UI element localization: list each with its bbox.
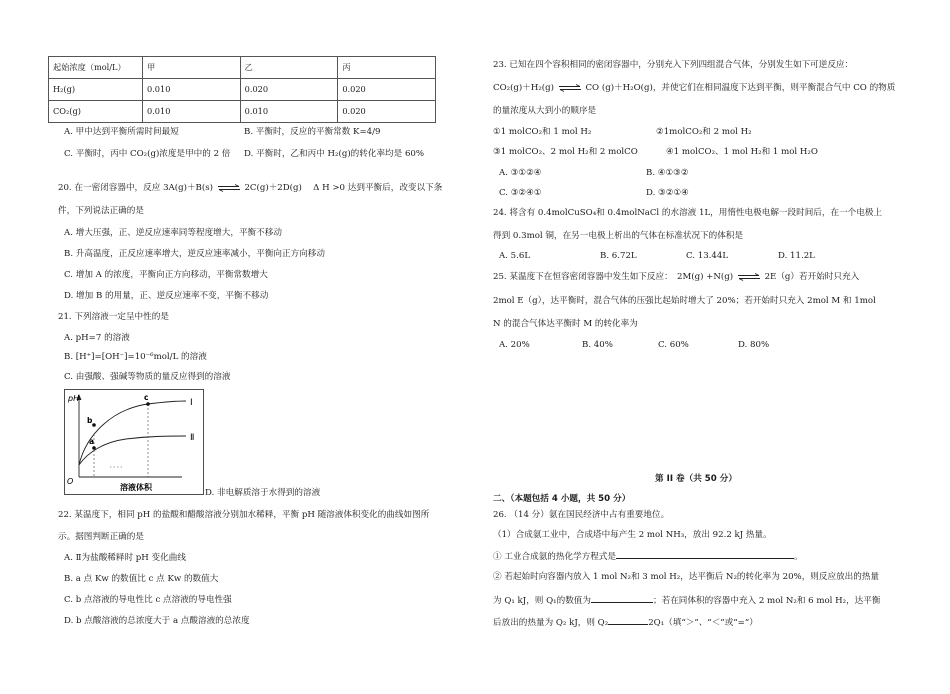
table-cell: 0.020 xyxy=(338,79,436,101)
equilibrium-arrow-icon xyxy=(558,84,582,92)
q20-option-d: D. 增加 B 的用量，正、逆反应速率不变，平衡不移动 xyxy=(64,291,269,301)
q24-option-c: C. 13.44L xyxy=(686,251,729,261)
q25-stem-part1: 25. 某温度下在恒容密闭容器中发生如下反应： 2M(g) +N(g) xyxy=(493,272,734,282)
q23-option-b: B. ④①③② xyxy=(646,168,689,178)
q26-item2-text-b: ；若在同体积的容器中充入 2 mol N₂和 6 mol H₂，达平衡 xyxy=(653,596,881,606)
curve-ii xyxy=(79,436,186,465)
ph-dilution-graph xyxy=(64,389,204,495)
y-axis-label: pH xyxy=(68,394,80,403)
q23-stem-part2: CO (g)＋H₂O(g)，并使它们在相同温度下达到平衡，则平衡混合气中 CO 的物质 xyxy=(585,83,896,93)
q23-group-3: ③1 molCO₂、2 mol H₂和 2 molCO xyxy=(493,147,638,157)
equilibrium-arrow-icon xyxy=(217,184,241,192)
q23-option-a: A. ③①②④ xyxy=(499,168,542,178)
q20-stem-part1: 20. 在一密闭容器中，反应 3A(g)＋B(s) xyxy=(58,183,213,193)
q23-stem-part1: CO₂(g)＋H₂(g) xyxy=(493,83,555,93)
table-header-cell: 甲 xyxy=(143,57,241,79)
q26-item2-text-a: 为 Q₁ kJ，则 Q₁的数值为 xyxy=(493,596,591,606)
q23-group-1: ①1 molCO₂和 1 mol H₂ xyxy=(493,127,592,137)
q26-item2-line3 xyxy=(493,616,758,629)
q22-stem-line2: 示。据图判断正确的是 xyxy=(58,532,144,542)
q25-option-a: A. 20% xyxy=(499,340,530,350)
table-cell: 0.010 xyxy=(240,101,338,123)
q19-option-b: B. 平衡时，反应的平衡常数 K=4/9 xyxy=(244,127,381,137)
q23-option-d: D. ③②①④ xyxy=(646,188,689,198)
q23-stem-line1: 23. 已知在四个容积相同的密闭容器中，分别充入下列四组混合气体，分别发生如下可逆反应： xyxy=(493,60,854,70)
q25-stem-line3: N 的混合气体达平衡时 M 的转化率为 xyxy=(493,319,638,329)
q26-item2-text-d: 2Q₁（填“＞”、“＜”或“=”） xyxy=(648,618,758,628)
curve-i xyxy=(79,401,186,465)
equilibrium-arrow-icon xyxy=(737,273,761,281)
q21-option-b: B. [H⁺]=[OH⁻]=10⁻⁶mol/L 的溶液 xyxy=(64,352,207,362)
curve-i-label: Ⅰ xyxy=(190,398,193,408)
q26-item2-line2 xyxy=(493,594,880,607)
point-b-label: b xyxy=(87,416,93,425)
q23-group-2: ②1molCO₂和 2 mol H₂ xyxy=(656,127,752,137)
origin-label: O xyxy=(67,477,74,486)
q23-stem-line3: 的量浓度从大到小的顺序是 xyxy=(493,106,597,116)
section-two-heading: 二、（本题包括 4 小题，共 50 分） xyxy=(493,494,631,504)
q23-group-4: ④1 molCO₂、1 mol H₂和 1 mol H₂O xyxy=(666,147,818,157)
answer-blank[interactable] xyxy=(608,616,648,625)
q24-option-d: D. 11.2L xyxy=(778,251,815,261)
part-ii-title: 第 II 卷（共 50 分） xyxy=(655,474,737,484)
answer-blank[interactable] xyxy=(591,594,653,603)
point-c-label: c xyxy=(144,393,149,402)
graph-frame xyxy=(65,390,204,495)
table-cell: 0.010 xyxy=(143,101,241,123)
table-cell: CO₂(g) xyxy=(49,101,143,123)
q20-option-a: A. 增大压强，正、逆反应速率同等程度增大，平衡不移动 xyxy=(64,228,282,238)
q22-option-c: C. b 点溶液的导电性比 c 点溶液的导电性强 xyxy=(64,595,232,605)
point-a-label: a xyxy=(89,437,95,446)
table-row xyxy=(49,101,436,123)
table-cell: 0.020 xyxy=(240,79,338,101)
q24-option-a: A. 5.6L xyxy=(499,251,531,261)
q20-stem-line2: 件，下列说法正确的是 xyxy=(58,206,144,216)
q26-stem-line1: 26. （14 分）氨在国民经济中占有重要地位。 xyxy=(493,510,670,520)
q25-stem-line2: 2mol E（g），达平衡时，混合气体的压强比起始时增大了 20%；若开始时只充入 2mol M 和 1mol xyxy=(493,296,876,306)
table-header-cell: 丙 xyxy=(338,57,436,79)
point-c xyxy=(146,402,150,406)
q21-option-c: C. 由强酸、强碱等物质的量反应得到的溶液 xyxy=(64,372,231,382)
q25-option-b: B. 40% xyxy=(582,340,613,350)
q21-option-a: A. pH=7 的溶液 xyxy=(64,333,130,343)
q20-stem-part2: 2C(g)＋2D(g) Δ H >0 达到平衡后，改变以下条 xyxy=(244,183,443,193)
q24-stem-line1: 24. 将含有 0.4molCuSO₄和 0.4molNaCl 的水溶液 1L，用惰性电极电解一段时间后，在一个电极上 xyxy=(493,208,883,218)
q19-option-a: A. 甲中达到平衡所需时间最短 xyxy=(64,127,179,137)
table-cell: 0.020 xyxy=(338,101,436,123)
table-cell: 0.010 xyxy=(143,79,241,101)
q25-option-c: C. 60% xyxy=(658,340,689,350)
q25-stem-part2: 2E（g）若开始时只充入 xyxy=(764,272,860,282)
q19-option-c: C. 平衡时，丙中 CO₂(g)浓度是甲中的 2 倍 xyxy=(64,149,231,159)
point-b xyxy=(92,423,96,427)
point-a xyxy=(92,446,96,450)
q26-item2-text-c: 后放出的热量为 Q₂ kJ，则 Q₂ xyxy=(493,618,609,628)
q22-option-d: D. b 点酸溶液的总浓度大于 a 点酸溶液的总浓度 xyxy=(64,616,250,626)
table-header-cell: 乙 xyxy=(240,57,338,79)
x-axis-label: 溶液体积 xyxy=(120,483,152,492)
q26-item1-text: ① 工业合成氨的热化学方程式是 xyxy=(493,552,617,562)
q25-stem-line1 xyxy=(493,272,859,283)
q22-option-b: B. a 点 Kw 的数值比 c 点 Kw 的数值大 xyxy=(64,574,219,584)
q22-stem-line1: 22. 某温度下，相同 pH 的盐酸和醋酸溶液分别加水稀释，平衡 pH 随溶液体积变化的曲线如图所 xyxy=(58,510,430,520)
q26-item2-line1: ② 若起始时向容器内放入 1 mol N₂和 3 mol H₂，达平衡后 N₂的转化率为 20%，则反应放出的热量 xyxy=(493,572,880,582)
q20-option-b: B. 升高温度，正反应速率增大，逆反应速率减小，平衡向正方向移动 xyxy=(64,249,325,259)
q24-option-b: B. 6.72L xyxy=(600,251,637,261)
q26-item1-end: 。 xyxy=(794,552,803,562)
q26-item1-line xyxy=(493,550,803,563)
q21-option-d: D. 非电解质溶于水得到的溶液 xyxy=(205,488,321,498)
q19-option-d: D. 平衡时，乙和丙中 H₂(g)的转化率均是 60% xyxy=(244,149,425,159)
q25-option-d: D. 80% xyxy=(738,340,770,350)
table-cell: H₂(g) xyxy=(49,79,143,101)
q21-stem: 21. 下列溶液一定呈中性的是 xyxy=(58,312,169,322)
q26-part1-line: （1）合成氨工业中，合成塔中每产生 2 mol NH₃，放出 92.2 kJ 热量。 xyxy=(493,530,772,540)
answer-blank[interactable] xyxy=(616,550,794,559)
table-header-cell: 起始浓度（mol/L） xyxy=(49,57,143,79)
q22-option-a: A. Ⅱ为盐酸稀释时 pH 变化曲线 xyxy=(64,553,186,563)
initial-concentration-table xyxy=(48,56,436,123)
table-header-row xyxy=(49,57,436,79)
q23-stem-line2 xyxy=(493,83,895,94)
q23-option-c: C. ③②④① xyxy=(499,188,542,198)
q24-stem-line2: 得到 0.3mol 铜，在另一电极上析出的气体在标准状况下的体积是 xyxy=(493,231,744,241)
q20-option-c: C. 增加 A 的浓度，平衡向正方向移动，平衡常数增大 xyxy=(64,270,268,280)
q20-stem-line1 xyxy=(58,183,442,194)
table-row xyxy=(49,79,436,101)
curve-ii-label: Ⅱ xyxy=(190,433,195,443)
